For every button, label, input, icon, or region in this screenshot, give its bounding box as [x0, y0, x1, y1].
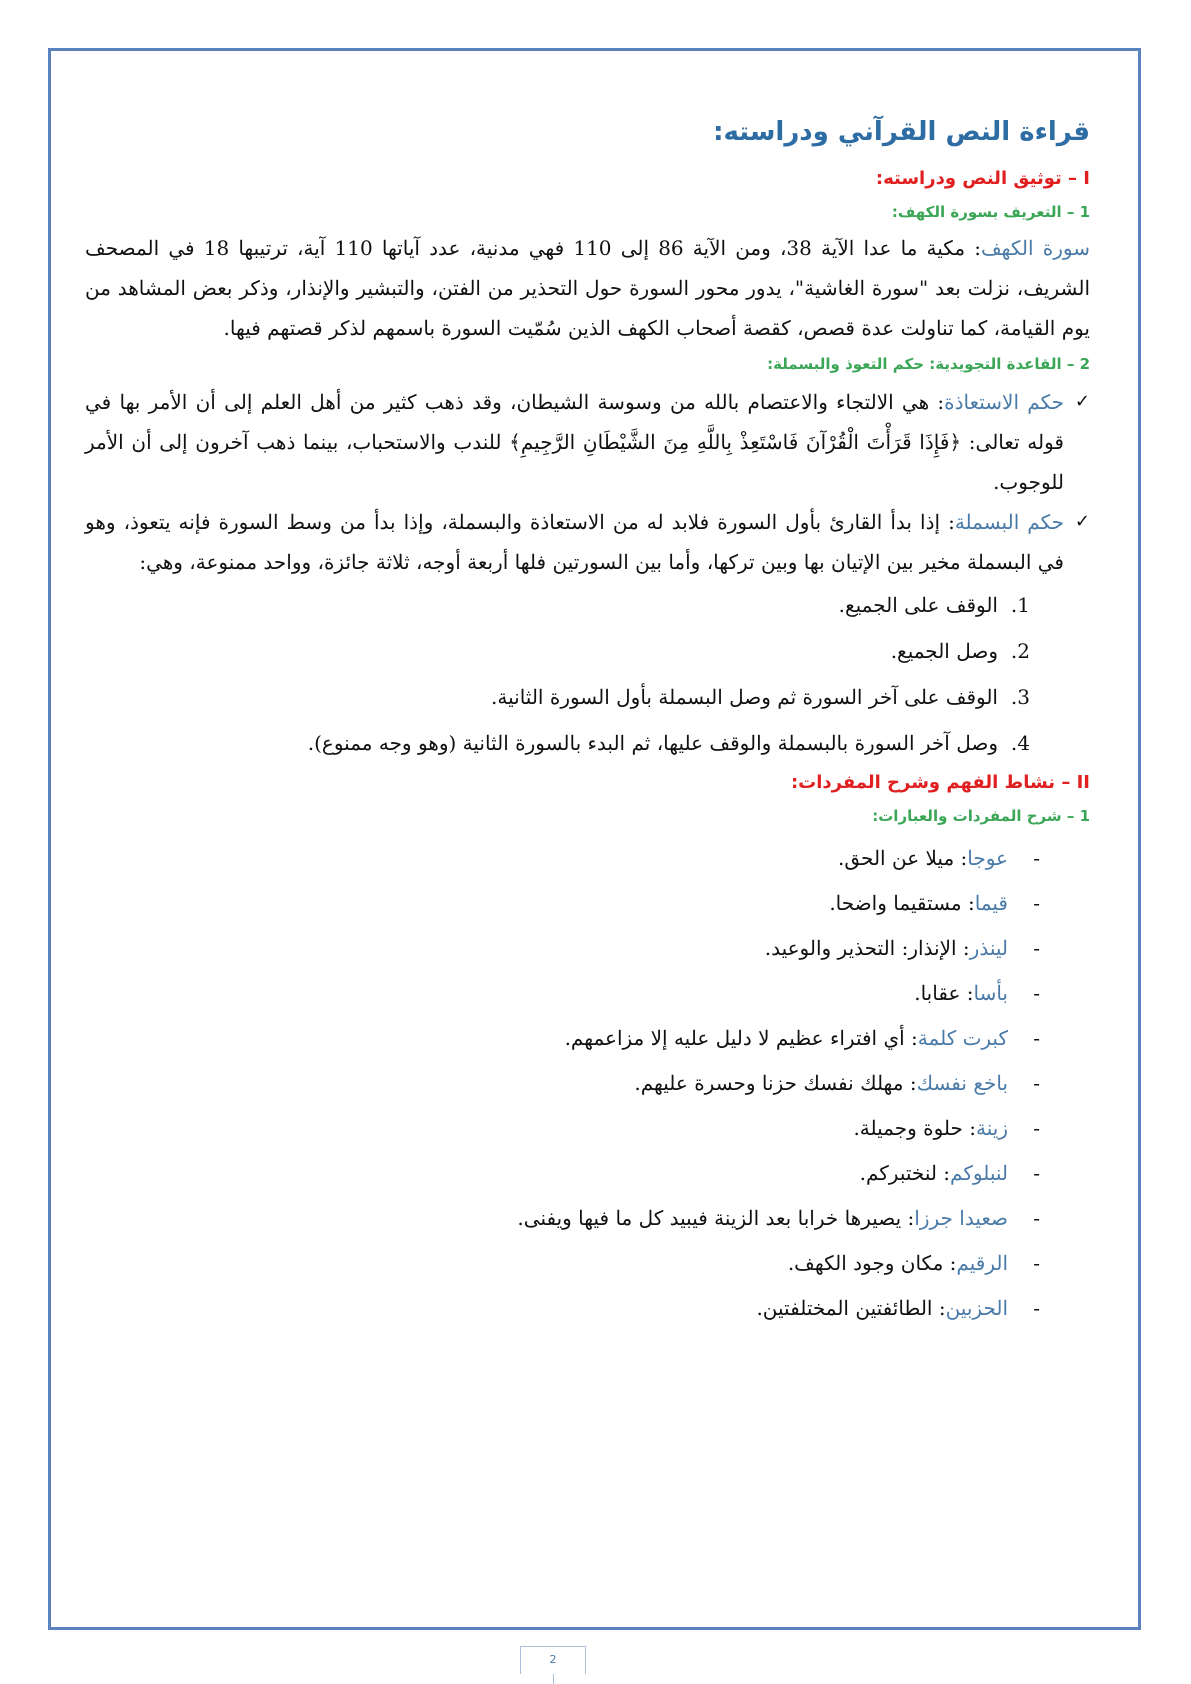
term-label: الرقيم — [956, 1251, 1008, 1275]
list-item — [85, 1016, 1040, 1061]
item-text: : الطائفتين المختلفتين. — [756, 1296, 946, 1320]
dash-bullet-icon: - — [1033, 1251, 1040, 1275]
item-text: وصل آخر السورة بالبسملة والوقف عليها، ثم البدء بالسورة الثانية (وهو وجه ممنوع). — [307, 731, 998, 755]
list-item — [85, 1061, 1040, 1106]
vocabulary-list — [85, 836, 1090, 1331]
ruling-list — [85, 382, 1090, 582]
item-text: الوقف على آخر السورة ثم وصل البسملة بأول السورة الثانية. — [491, 685, 998, 709]
list-item — [85, 502, 1090, 582]
list-item — [85, 1196, 1040, 1241]
item-number: 2. — [1010, 639, 1030, 663]
item-text: : هي الالتجاء والاعتصام بالله من وسوسة الشيطان، وقد ذهب كثير من أهل العلم إلى أن الأمر بها في قوله تعالى: ﴿فَإِذَا قَرَأْتَ الْقُرْآنَ فَاسْتَعِذْ بِاللَّهِ مِنَ الشَّيْطَانِ الرَّجِيمِ﴾ للندب والاستحباب، بينما ذهب آخرون إلى أن الأمر للوجوب. — [85, 390, 1064, 494]
term-label: صعيدا جرزا — [914, 1206, 1008, 1230]
item-text: وصل الجميع. — [890, 639, 998, 663]
list-item — [85, 971, 1040, 1016]
term-label: زينة — [976, 1116, 1008, 1140]
document-body — [85, 110, 1090, 1331]
term-label: سورة الكهف — [980, 236, 1090, 260]
term-label: لينذر — [969, 936, 1008, 960]
list-item — [85, 674, 1030, 720]
item-text: : مستقيما واضحا. — [829, 891, 975, 915]
list-item — [85, 1241, 1040, 1286]
item-text: : مهلك نفسك حزنا وحسرة عليهم. — [634, 1071, 917, 1095]
term-label: باخع نفسك — [916, 1071, 1008, 1095]
section-heading-2: II – نشاط الفهم وشرح المفردات: — [790, 772, 1090, 793]
item-text: : حلوة وجميلة. — [853, 1116, 977, 1140]
dash-bullet-icon: - — [1033, 1026, 1040, 1050]
item-text: : ميلا عن الحق. — [838, 846, 968, 870]
subsection-heading-1-1: 1 – التعريف بسورة الكهف: — [891, 203, 1090, 221]
check-icon: ✓ — [1074, 391, 1090, 412]
list-item — [85, 720, 1030, 766]
dash-bullet-icon: - — [1033, 1071, 1040, 1095]
dash-bullet-icon: - — [1033, 1206, 1040, 1230]
page-number: 2 — [520, 1646, 586, 1674]
term-label: حكم الاستعاذة — [944, 390, 1064, 414]
item-text: : عقابا. — [914, 981, 974, 1005]
term-label: بأسا — [973, 981, 1008, 1005]
basmala-cases-list — [85, 582, 1090, 766]
subsection-heading-1-2: 2 – القاعدة التجويدية: حكم التعوذ والبسملة: — [767, 355, 1090, 373]
section-heading-1: I – توثيق النص ودراسته: — [875, 168, 1090, 189]
item-text: : الإنذار: التحذير والوعيد. — [764, 936, 970, 960]
item-text: : يصيرها خرابا بعد الزينة فيبيد كل ما فيها ويفنى. — [517, 1206, 915, 1230]
term-label: قيما — [974, 891, 1008, 915]
page-number-tick — [553, 1674, 554, 1684]
term-label: لنبلوكم — [950, 1161, 1008, 1185]
item-text: الوقف على الجميع. — [838, 593, 998, 617]
item-number: 1. — [1010, 593, 1030, 617]
item-text: : إذا بدأ القارئ بأول السورة فلابد له من الاستعاذة والبسملة، وإذا بدأ من وسط السورة فإنه يتعوذ، وهو في البسملة مخير بين الإتيان بها وبين تركها، وأما بين السورتين فلها أربعة أوجه، ثلاثة جائزة، وواحد ممنوعة، وهي: — [85, 510, 1064, 574]
item-text: : أي افتراء عظيم لا دليل عليه إلا مزاعمهم. — [564, 1026, 918, 1050]
page-title: قراءة النص القرآني ودراسته: — [713, 117, 1090, 147]
list-item — [85, 382, 1090, 502]
dash-bullet-icon: - — [1033, 891, 1040, 915]
dash-bullet-icon: - — [1033, 1116, 1040, 1140]
item-number: 3. — [1010, 685, 1030, 709]
term-label: عوجا — [967, 846, 1008, 870]
term-label: كبرت كلمة — [917, 1026, 1008, 1050]
list-item — [85, 926, 1040, 971]
list-item — [85, 1151, 1040, 1196]
dash-bullet-icon: - — [1033, 846, 1040, 870]
list-item — [85, 1106, 1040, 1151]
subsection-heading-2-1: 1 – شرح المفردات والعبارات: — [872, 807, 1090, 825]
dash-bullet-icon: - — [1033, 1296, 1040, 1320]
item-text: : لنختبركم. — [859, 1161, 951, 1185]
list-item — [85, 881, 1040, 926]
term-label: الحزبين — [945, 1296, 1008, 1320]
dash-bullet-icon: - — [1033, 981, 1040, 1005]
paragraph-text: : مكية ما عدا الآية 38، ومن الآية 86 إلى 110 فهي مدنية، عدد آياتها 110 آية، ترتيبها 18 في المصحف الشريف، نزلت بعد "سورة الغاشية"، يدور محور السورة حول التحذير من الفتن، والتبشير والإنذار، وذكر بعض المشاهد من يوم القيامة، كما تناولت عدة قصص، كقصة أصحاب الكهف الذين سُمّيت السورة باسمهم لذكر قصتهم فيها. — [85, 236, 1090, 340]
item-number: 4. — [1010, 731, 1030, 755]
term-label: حكم البسملة — [954, 510, 1065, 534]
surah-intro-paragraph — [85, 228, 1090, 348]
list-item — [85, 582, 1030, 628]
dash-bullet-icon: - — [1033, 936, 1040, 960]
list-item — [85, 628, 1030, 674]
list-item — [85, 1286, 1040, 1331]
list-item — [85, 836, 1040, 881]
check-icon: ✓ — [1074, 511, 1090, 532]
item-text: : مكان وجود الكهف. — [787, 1251, 957, 1275]
dash-bullet-icon: - — [1033, 1161, 1040, 1185]
